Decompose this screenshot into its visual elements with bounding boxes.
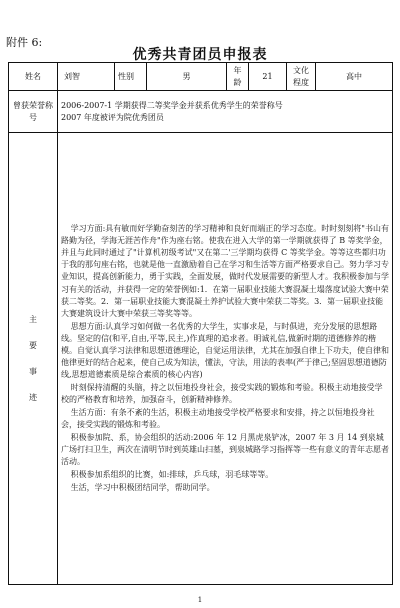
award-line: 2007 年度被评为院优秀团员: [61, 112, 164, 122]
deeds-paragraph-thought: 思想方面:认真学习如何做一名优秀的大学生，实事求是，与时俱进，充分发展的思想路线。坚定的信(和平,自由,平等,民主,)作真理的追求者。明诚礼信,做新时期的道德修养的楷模。自觉认真学习法律和思想道德理论，自觉运用法律，尤其在加强自律上下功夫，使自律和他律更好的结合起来，使自己成为知法，懂法，守法，用法的表率(严于律己;坚固思想道德防线,思想道德素质是综合素质的核心内容): [61, 321, 389, 380]
profile-row: [9, 63, 393, 91]
deeds-paragraph-sports: 积极参加系组织的比赛，如:排球，乒乓球，羽毛球等等。: [70, 470, 274, 480]
age-value: 21: [249, 63, 287, 91]
awards-label: 曾获荣誉称号: [9, 91, 58, 133]
education-value: 高中: [316, 63, 393, 91]
attachment-label: 附件 6:: [6, 36, 43, 49]
gender-label: 性别: [115, 63, 147, 91]
deeds-paragraph-practice: 时刻保持清醒的头脑，持之以恒地投身社会，接受实践的锻炼和考验。积极主动地接受学校的严格教育和培养，加强奋斗，创新精神修养。: [61, 383, 383, 405]
gender-value: 男: [147, 63, 227, 91]
name-label: 姓名: [9, 63, 58, 91]
awards-content: [58, 91, 393, 133]
page-number: 1: [197, 596, 203, 604]
deeds-paragraph-life: 生活方面：有条不紊的生活，积极主动地接受学校严格要求和安排，持之以恒地投身社会，接受实践的锻炼和考验。: [61, 408, 375, 430]
name-value: 刘智: [58, 63, 115, 91]
education-label: 文化程度: [287, 63, 316, 91]
application-form-table: [8, 62, 393, 585]
deeds-label: [9, 133, 58, 585]
deeds-paragraph-help: 生活，学习中积极团结同学，帮助同学。: [70, 482, 215, 492]
form-title: 优秀共青团员申报表: [132, 47, 268, 63]
award-line: 2006-2007-1 学期获得二等奖学金并获系优秀学生的荣誉称号: [61, 100, 283, 110]
deeds-paragraph-study: 学习方面:具有敏而好学勤奋刻苦的学习精神和良好而端正的学习态度。时时刻刻将"书山有路勤为径，学海无涯苦作舟"作为座右铭。使我在进入大学的第一学期就获得了 B 等奖学金，并且与此同时通过了"计算机初级考试"又在第二'三学期均获得 C 等奖学金。等等这些都归功于我的那句座右铭，也就是他一直激励着自己在学习和生活等方面严格要求自己。努力学习专业知识，提高创新能力，勇于实践，全面发展，做时代发展需要的新型人才。我积极参加与学习有关的活动，并获得一定的荣誉例如:1．在第一届职业技能大赛混凝土塌落度试验大赛中荣获二等奖。2．第一届职业技能大赛混凝土养护试验大赛中荣获二等奖。3．第一届职业技能大赛建筑设计大赛中荣获三等奖等等。: [61, 223, 389, 318]
deeds-paragraph-volunteer: 积极参加院、系，协会组织的活动:2006 年 12 月黑虎泉铲冰，2007 年 3 月 14 到泉城广场打扫卫生，两次在清明节时到英雄山扫墓，到泉城路学习指挥等一些有意义的青年志愿者活动。: [61, 432, 389, 467]
age-label: 年龄: [227, 63, 249, 91]
awards-row: [9, 91, 393, 133]
deeds-label-text: 主要事迹: [29, 314, 37, 402]
deeds-row: [9, 133, 393, 585]
deeds-content: [58, 133, 393, 585]
